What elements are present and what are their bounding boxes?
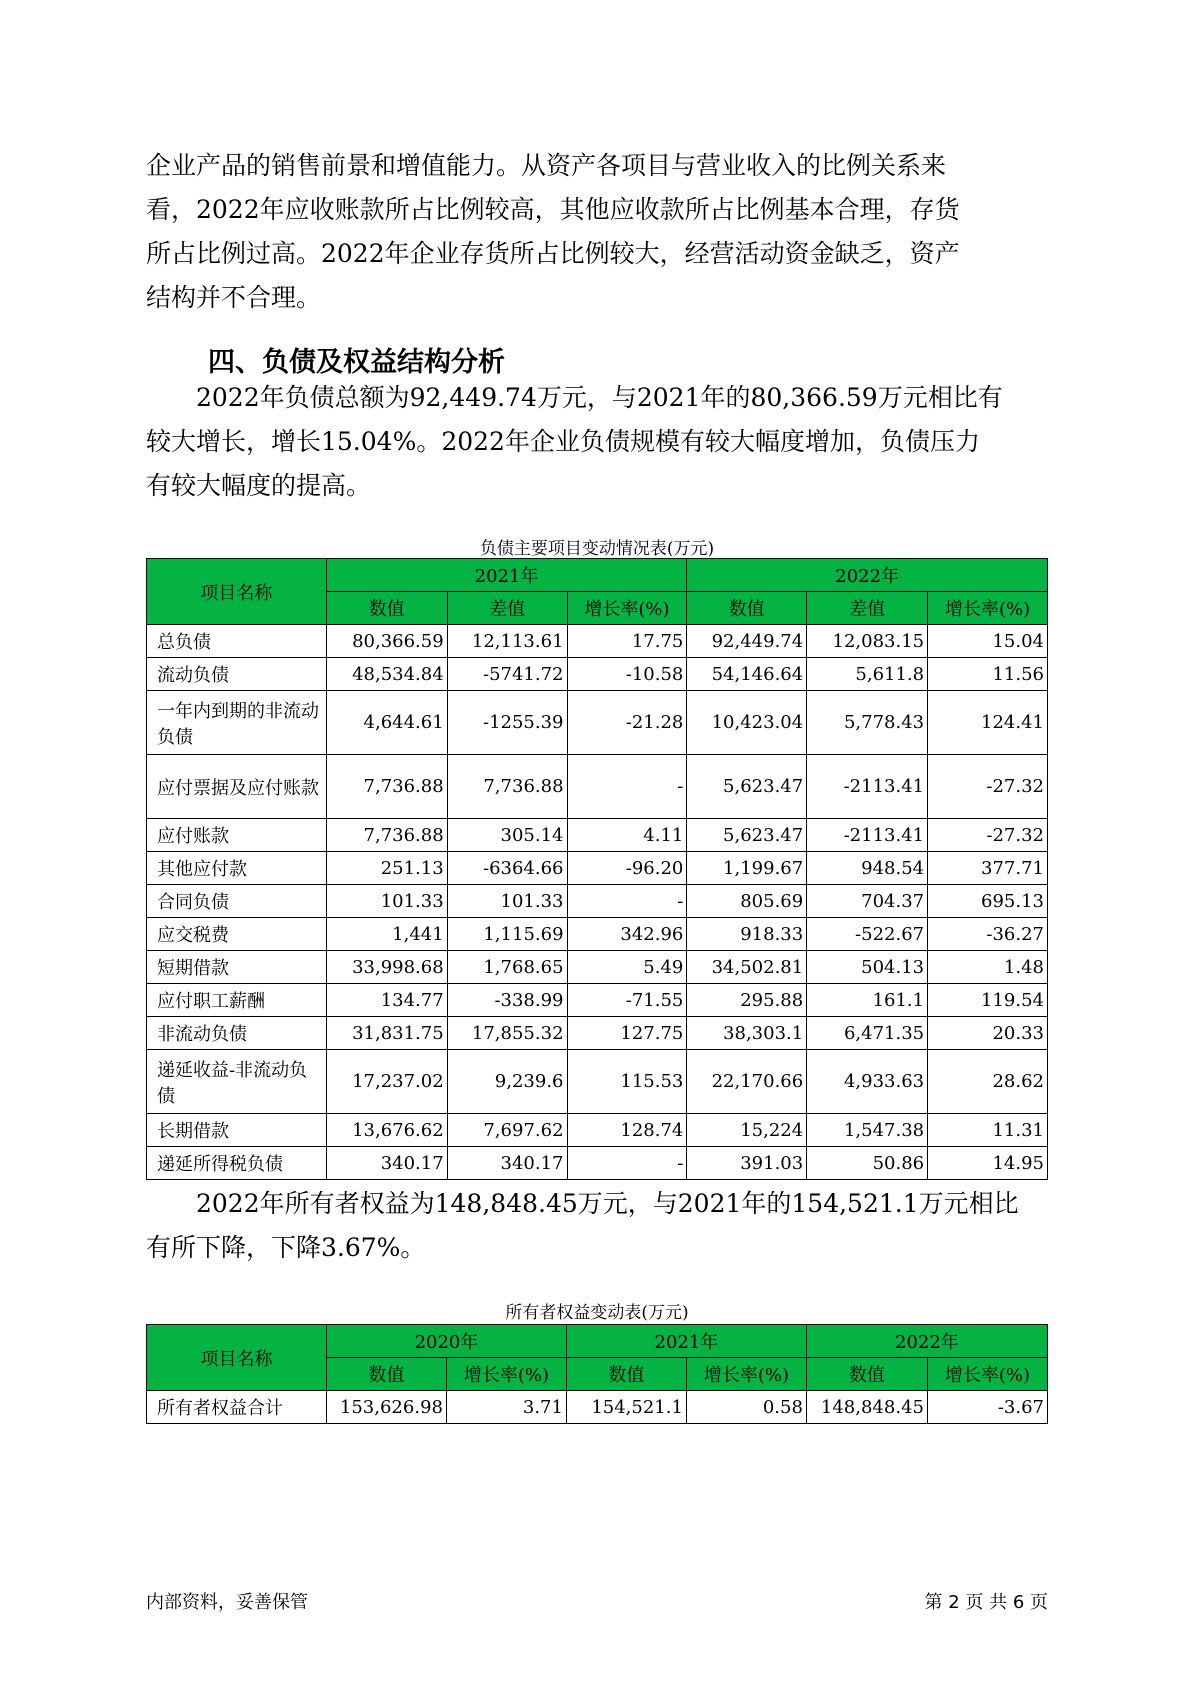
cell-value: 805.69	[687, 885, 807, 918]
section-heading: 四、负债及权益结构分析	[208, 347, 505, 378]
table-row	[147, 755, 1048, 819]
cell-diff: 12,083.15	[807, 625, 928, 658]
header-rate: 增长率(%)	[446, 1358, 566, 1391]
cell-rate: -	[567, 885, 687, 918]
cell-diff: -338.99	[447, 984, 567, 1017]
cell-diff: 340.17	[447, 1147, 567, 1180]
row-name: 非流动负债	[147, 1017, 327, 1050]
cell-value: 80,366.59	[326, 625, 447, 658]
row-name: 其他应付款	[147, 852, 327, 885]
intro-paragraph	[146, 144, 1046, 320]
cell-rate: 14.95	[928, 1147, 1048, 1180]
table-row	[147, 885, 1048, 918]
footer-confidential: 内部资料，妥善保管	[146, 1592, 308, 1613]
table-row	[147, 691, 1048, 755]
cell-value: 5,623.47	[687, 755, 807, 819]
cell-value: 134.77	[326, 984, 447, 1017]
cell-diff: 7,736.88	[447, 755, 567, 819]
cell-rate: -36.27	[928, 918, 1048, 951]
cell-diff: 948.54	[807, 852, 928, 885]
cell-rate: 20.33	[928, 1017, 1048, 1050]
table-row	[147, 1391, 1048, 1424]
text-line: 看，2022年应收账款所占比例较高，其他应收款所占比例基本合理，存货	[146, 195, 960, 224]
row-name: 所有者权益合计	[147, 1391, 327, 1424]
cell-diff: 6,471.35	[807, 1017, 928, 1050]
cell-diff: 504.13	[807, 951, 928, 984]
cell-rate: -71.55	[567, 984, 687, 1017]
cell-diff: 12,113.61	[447, 625, 567, 658]
table-row	[147, 625, 1048, 658]
table-row	[147, 658, 1048, 691]
row-name: 递延收益-非流动负债	[147, 1050, 327, 1114]
cell-rate: -10.58	[567, 658, 687, 691]
liability-table	[146, 558, 1048, 1180]
header-value: 数值	[326, 592, 447, 625]
cell-rate: -96.20	[567, 852, 687, 885]
header-rate: 增长率(%)	[567, 592, 687, 625]
table-row	[147, 1114, 1048, 1147]
header-year: 2022年	[806, 1325, 1047, 1358]
cell-rate: 28.62	[928, 1050, 1048, 1114]
cell-rate: 695.13	[928, 885, 1048, 918]
cell-value: 7,736.88	[326, 755, 447, 819]
cell-rate: 11.31	[928, 1114, 1048, 1147]
cell-rate: 124.41	[928, 691, 1048, 755]
text-line: 所占比例过高。2022年企业存货所占比例较大，经营活动资金缺乏，资产	[146, 239, 960, 268]
cell-diff: 9,239.6	[447, 1050, 567, 1114]
cell-rate: 15.04	[928, 625, 1048, 658]
cell-value: 154,521.1	[566, 1391, 686, 1424]
table-row	[147, 1050, 1048, 1114]
cell-diff: 704.37	[807, 885, 928, 918]
cell-rate: 4.11	[567, 819, 687, 852]
cell-value: 251.13	[326, 852, 447, 885]
table-caption: 负债主要项目变动情况表(万元)	[479, 539, 715, 559]
cell-value: 148,848.45	[806, 1391, 927, 1424]
cell-diff: 1,547.38	[807, 1114, 928, 1147]
cell-diff: -6364.66	[447, 852, 567, 885]
text-line: 结构并不合理。	[146, 283, 322, 312]
text-line: 2022年所有者权益为148,848.45万元，与2021年的154,521.1万元相比	[196, 1189, 1019, 1218]
header-item-name: 项目名称	[147, 559, 327, 625]
cell-diff: 17,855.32	[447, 1017, 567, 1050]
cell-rate: 3.71	[446, 1391, 566, 1424]
cell-value: 38,303.1	[687, 1017, 807, 1050]
cell-value: 5,623.47	[687, 819, 807, 852]
row-name: 合同负债	[147, 885, 327, 918]
header-value: 数值	[566, 1358, 686, 1391]
table-row	[147, 819, 1048, 852]
row-name: 应付职工薪酬	[147, 984, 327, 1017]
header-diff: 差值	[807, 592, 928, 625]
cell-rate: -3.67	[927, 1391, 1047, 1424]
cell-value: 15,224	[687, 1114, 807, 1147]
text-line: 有所下降，下降3.67%。	[146, 1233, 426, 1262]
cell-rate: 17.75	[567, 625, 687, 658]
cell-diff: -5741.72	[447, 658, 567, 691]
cell-diff: 5,611.8	[807, 658, 928, 691]
cell-diff: -522.67	[807, 918, 928, 951]
row-name: 递延所得税负债	[147, 1147, 327, 1180]
cell-rate: 0.58	[686, 1391, 806, 1424]
cell-diff: 101.33	[447, 885, 567, 918]
cell-rate: -	[567, 755, 687, 819]
row-name: 应付票据及应付账款	[147, 755, 327, 819]
header-year: 2021年	[566, 1325, 806, 1358]
table-row	[147, 1147, 1048, 1180]
cell-value: 340.17	[326, 1147, 447, 1180]
cell-rate: -27.32	[928, 819, 1048, 852]
cell-value: 153,626.98	[326, 1391, 446, 1424]
cell-diff: 161.1	[807, 984, 928, 1017]
cell-rate: 377.71	[928, 852, 1048, 885]
row-name: 应交税费	[147, 918, 327, 951]
cell-value: 7,736.88	[326, 819, 447, 852]
cell-rate: 127.75	[567, 1017, 687, 1050]
table-caption: 所有者权益变动表(万元)	[505, 1303, 689, 1323]
cell-diff: 50.86	[807, 1147, 928, 1180]
row-name: 长期借款	[147, 1114, 327, 1147]
cell-value: 34,502.81	[687, 951, 807, 984]
cell-value: 13,676.62	[326, 1114, 447, 1147]
cell-rate: 128.74	[567, 1114, 687, 1147]
cell-rate: 5.49	[567, 951, 687, 984]
cell-value: 33,998.68	[326, 951, 447, 984]
cell-value: 1,199.67	[687, 852, 807, 885]
cell-value: 391.03	[687, 1147, 807, 1180]
text-line: 有较大幅度的提高。	[146, 471, 372, 500]
row-name: 流动负债	[147, 658, 327, 691]
row-name: 短期借款	[147, 951, 327, 984]
text-line: 较大增长，增长15.04%。2022年企业负债规模有较大幅度增加，负债压力	[146, 427, 980, 456]
cell-rate: -27.32	[928, 755, 1048, 819]
cell-rate: -21.28	[567, 691, 687, 755]
header-rate: 增长率(%)	[928, 592, 1048, 625]
cell-value: 92,449.74	[687, 625, 807, 658]
equity-table	[146, 1324, 1048, 1424]
header-value: 数值	[806, 1358, 927, 1391]
page-number: 第 2 页 共 6 页	[924, 1592, 1048, 1613]
table-row	[147, 951, 1048, 984]
cell-diff: -1255.39	[447, 691, 567, 755]
text-line: 企业产品的销售前景和增值能力。从资产各项目与营业收入的比例关系来	[146, 151, 947, 180]
cell-diff: 1,768.65	[447, 951, 567, 984]
text-line: 2022年负债总额为92,449.74万元，与2021年的80,366.59万元相比有	[196, 383, 1003, 412]
header-year: 2020年	[326, 1325, 566, 1358]
cell-value: 101.33	[326, 885, 447, 918]
cell-rate: 115.53	[567, 1050, 687, 1114]
table-row	[147, 918, 1048, 951]
cell-value: 31,831.75	[326, 1017, 447, 1050]
row-name: 应付账款	[147, 819, 327, 852]
cell-value: 17,237.02	[326, 1050, 447, 1114]
header-value: 数值	[687, 592, 807, 625]
cell-value: 1,441	[326, 918, 447, 951]
cell-diff: 1,115.69	[447, 918, 567, 951]
header-item-name: 项目名称	[147, 1325, 327, 1391]
cell-value: 48,534.84	[326, 658, 447, 691]
cell-diff: 4,933.63	[807, 1050, 928, 1114]
cell-value: 10,423.04	[687, 691, 807, 755]
table-row	[147, 852, 1048, 885]
cell-diff: 305.14	[447, 819, 567, 852]
cell-diff: 7,697.62	[447, 1114, 567, 1147]
row-name: 一年内到期的非流动负债	[147, 691, 327, 755]
cell-rate: 342.96	[567, 918, 687, 951]
cell-diff: 5,778.43	[807, 691, 928, 755]
liability-paragraph	[146, 376, 1046, 508]
cell-value: 918.33	[687, 918, 807, 951]
header-diff: 差值	[447, 592, 567, 625]
cell-value: 54,146.64	[687, 658, 807, 691]
cell-value: 295.88	[687, 984, 807, 1017]
row-name: 总负债	[147, 625, 327, 658]
cell-value: 22,170.66	[687, 1050, 807, 1114]
table-row	[147, 984, 1048, 1017]
table-row	[147, 1017, 1048, 1050]
header-rate: 增长率(%)	[686, 1358, 806, 1391]
cell-diff: -2113.41	[807, 755, 928, 819]
header-rate: 增长率(%)	[927, 1358, 1047, 1391]
cell-diff: -2113.41	[807, 819, 928, 852]
cell-rate: -	[567, 1147, 687, 1180]
cell-value: 4,644.61	[326, 691, 447, 755]
cell-rate: 11.56	[928, 658, 1048, 691]
cell-rate: 1.48	[928, 951, 1048, 984]
header-year: 2022年	[687, 559, 1048, 592]
header-value: 数值	[326, 1358, 446, 1391]
header-year: 2021年	[326, 559, 687, 592]
equity-paragraph	[146, 1182, 1046, 1270]
cell-rate: 119.54	[928, 984, 1048, 1017]
